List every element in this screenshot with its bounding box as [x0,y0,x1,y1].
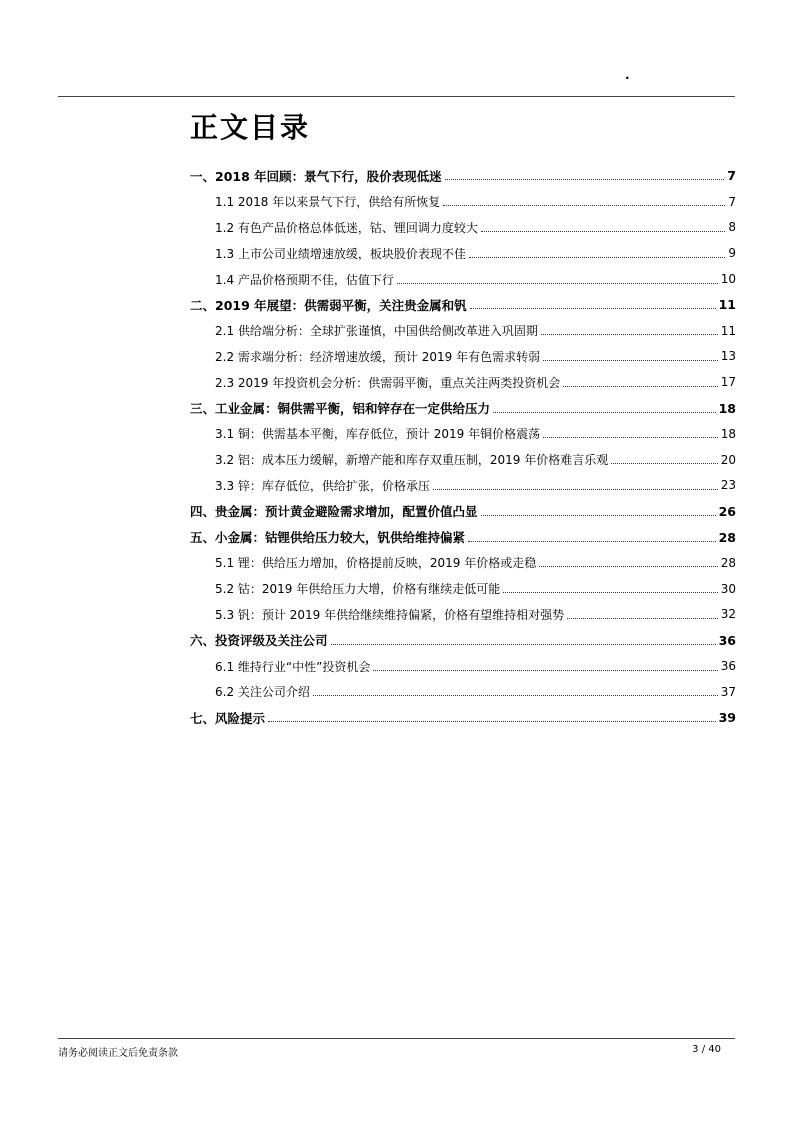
toc-entry-page: 18 [720,426,736,441]
toc-entry-page: 17 [720,375,736,390]
toc-entry-page: 7 [727,168,736,184]
dot-leader [493,412,716,413]
toc-entry[interactable] [190,189,736,215]
dot-leader [541,334,718,335]
toc-entry-label: 三、工业金属：铜供需平衡，铝和锌存在一定供给压力 [190,401,491,417]
dot-leader [611,463,717,464]
toc-entry-page: 28 [718,529,736,545]
toc-entry[interactable] [190,602,736,628]
toc-entry-label: 2.3 2019 年投资机会分析：供需弱平衡，重点关注两类投资机会 [215,375,561,390]
toc-entry[interactable] [190,292,736,318]
toc-entry[interactable] [190,395,736,421]
toc-entry-label: 一、2018 年回顾：景气下行，股价表现低迷 [190,168,442,184]
dot-leader [481,231,725,232]
toc-entry-page: 30 [720,581,736,596]
toc-entry-page: 28 [720,555,736,570]
toc-entry[interactable] [190,627,736,653]
toc-entry[interactable] [190,240,736,266]
toc-entry-label: 3.2 铝：成本压力缓解，新增产能和库存双重压制，2019 年价格难言乐观 [215,453,609,468]
toc-entry-label: 6.2 关注公司介绍 [215,685,310,700]
toc-entry-label: 1.2 有色产品价格总体低迷，钴、锂回调力度较大 [215,220,478,235]
dot-leader [313,695,718,696]
dot-leader [331,644,716,645]
dot-leader [397,283,718,284]
toc-entry-page: 10 [720,272,736,287]
toc-entry-label: 二、2019 年展望：供需弱平衡，关注贵金属和钒 [190,297,467,313]
toc-entry-label: 五、小金属：钴锂供给压力较大，钒供给维持偏紧 [190,530,466,546]
dot-leader [443,205,725,206]
toc-entry-page: 11 [718,297,736,313]
toc-entry-page: 18 [718,400,736,416]
dot-leader [543,360,718,361]
toc-entry-page: 11 [720,323,736,338]
toc-entry-label: 5.2 钴：2019 年供给压力大增，价格有继续走低可能 [215,582,501,597]
toc-entry[interactable] [190,215,736,241]
toc-entry[interactable] [190,163,736,189]
toc-entry-label: 1.3 上市公司业绩增速放缓，板块股价表现不佳 [215,246,466,261]
toc-entry-label: 1.1 2018 年以来景气下行，供给有所恢复 [215,195,441,210]
footer-divider [58,1038,735,1039]
toc-entry[interactable] [190,344,736,370]
toc-entry-label: 六、投资评级及关注公司 [190,633,328,649]
toc-entry[interactable] [190,705,736,731]
toc-entry-page: 36 [720,659,736,674]
toc-entry[interactable] [190,318,736,344]
dot-leader [567,618,718,619]
dot-leader [433,489,718,490]
toc-entry-page: 32 [720,607,736,622]
toc-entry-label: 3.1 铜：供需基本平衡，库存低位，预计 2019 年铜价格震荡 [215,427,541,442]
toc-entry-page: 20 [720,452,736,467]
toc-entry-page: 13 [720,349,736,364]
toc-entry[interactable] [190,266,736,292]
toc-entry[interactable] [190,421,736,447]
footer-disclaimer: 请务必阅读正文后免责条款 [58,1048,178,1059]
dot-leader [469,257,725,258]
dot-leader [445,179,725,180]
toc-entry-label: 3.3 锌：库存低位，供给扩张，价格承压 [215,478,430,493]
dot-leader [468,541,716,542]
toc-entry-label: 5.1 锂：供给压力增加，价格提前反映，2019 年价格或走稳 [215,556,537,571]
toc-entry[interactable] [190,473,736,499]
header-divider [58,96,735,97]
toc-entry[interactable] [190,447,736,473]
toc-entry-label: 2.1 供给端分析：全球扩张谨慎，中国供给侧改革进入巩固期 [215,324,538,339]
toc-entry-label: 6.1 维持行业“中性”投资机会 [215,659,371,674]
toc-entry-page: 23 [720,478,736,493]
toc-entry-page: 9 [728,246,736,261]
dot-leader [470,308,716,309]
toc-entry-page: 26 [718,503,736,519]
toc-entry-page: 7 [728,194,736,209]
dot-leader [563,386,717,387]
toc-entry-label: 5.3 钒：预计 2019 年供给继续维持偏紧，价格有望维持相对强势 [215,607,565,622]
toc-entry[interactable] [190,369,736,395]
toc-entry[interactable] [190,550,736,576]
dot-leader [373,670,717,671]
toc-entry-label: 1.4 产品价格预期不佳，估值下行 [215,272,394,287]
toc-entry[interactable] [190,524,736,550]
toc-entry[interactable] [190,653,736,679]
toc-entry-label: 七、风险提示 [190,710,266,726]
toc-entry[interactable] [190,679,736,705]
page-title: 正文目录 [190,111,311,144]
dot-leader [539,566,717,567]
toc-entry[interactable] [190,498,736,524]
dot-leader [543,437,718,438]
toc-entry-page: 8 [728,220,736,235]
toc-entry-label: 2.2 需求端分析：经济增速放缓，预计 2019 年有色需求转弱 [215,349,541,364]
toc-entry-label: 四、贵金属：预计黄金避险需求增加，配置价值凸显 [190,504,478,520]
page-number: 3 / 40 [692,1044,721,1055]
toc-entry-page: 37 [720,684,736,699]
dot-leader [481,515,716,516]
dot-leader [503,592,717,593]
table-of-contents [190,163,736,731]
dot-leader [268,721,716,722]
header-mark: . [625,68,630,82]
toc-entry-page: 36 [718,632,736,648]
toc-entry-page: 39 [718,710,736,726]
toc-entry[interactable] [190,576,736,602]
